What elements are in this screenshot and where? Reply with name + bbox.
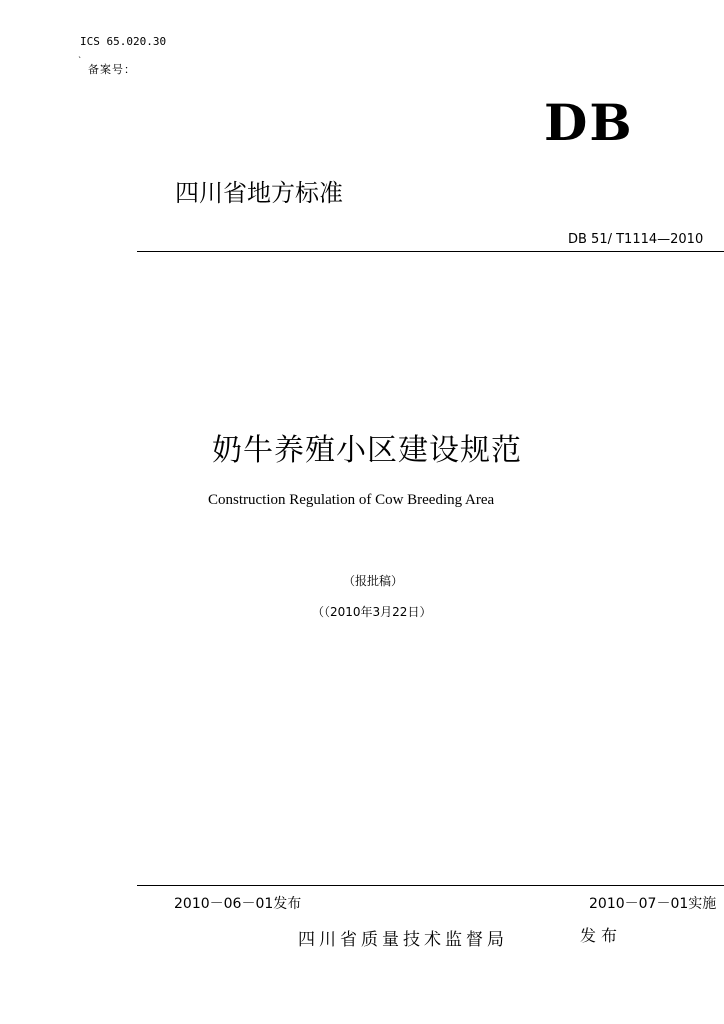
standard-type-heading: 四川省地方标准 [175,179,343,207]
implementation-date: 2010－07－01实施 [589,896,717,912]
stray-mark: ` [78,56,82,65]
document-title-english: Construction Regulation of Cow Breeding Area [208,492,495,508]
issued-label: 发布 [580,926,623,945]
draft-status: （报批稿） [343,574,404,588]
draft-date: （（2010年3月22日） [312,605,432,619]
document-title-chinese: 奶牛养殖小区建设规范 [212,433,522,468]
issue-date: 2010－06－01发布 [174,896,302,912]
filing-number-label: 备案号： [88,63,136,76]
top-divider [137,251,724,252]
issuing-authority: 四川省质量技术监督局 [298,930,508,950]
bottom-divider [137,885,724,886]
standard-code: DB 51/ T1114—2010 [568,232,704,247]
ics-code: ICS 65.020.30 [80,35,167,48]
db-logo-mark: DB [544,93,634,152]
